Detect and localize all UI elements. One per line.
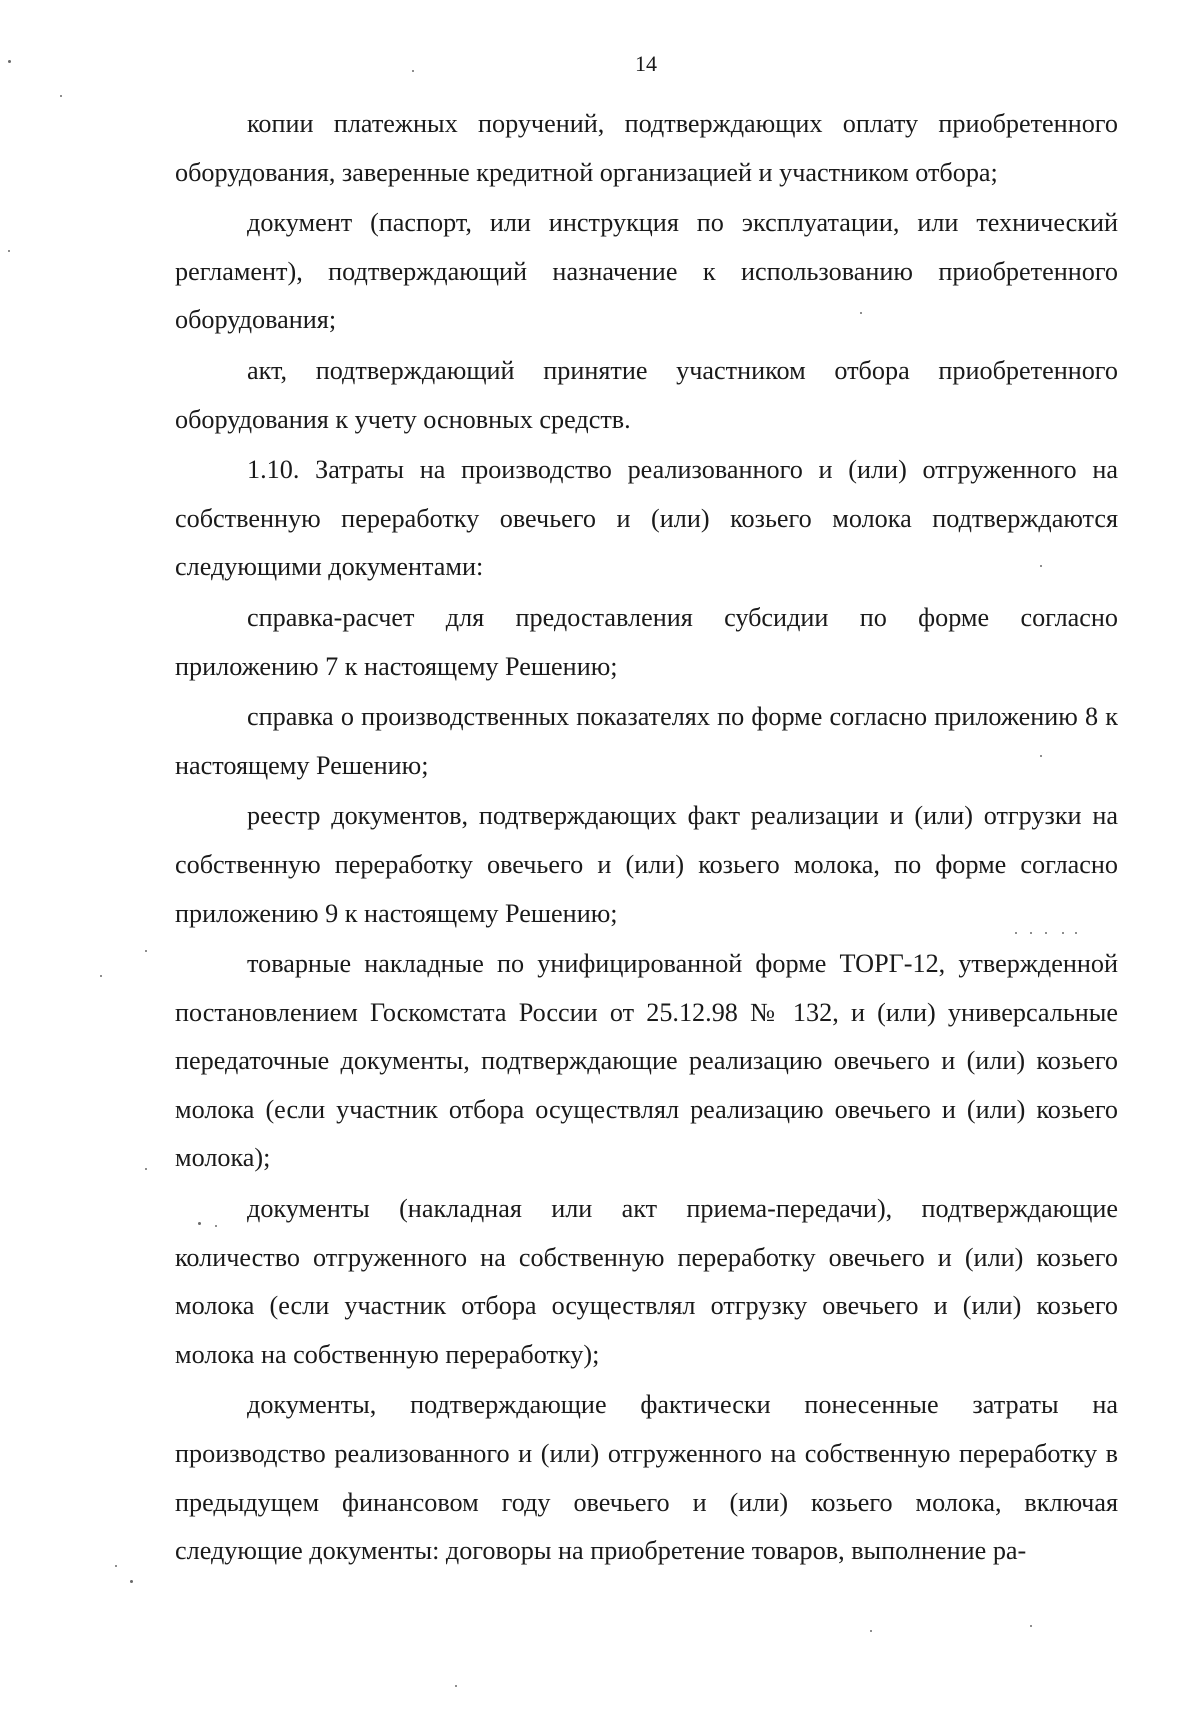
paragraph-acceptance-act: акт, подтверждающий принятие участником отбора приобретенного оборудования к учету основных средств.	[175, 355, 1118, 434]
scan-speck	[145, 950, 147, 952]
scan-speck	[130, 1580, 133, 1583]
page-number: 14	[635, 51, 657, 76]
scan-speck	[455, 1685, 457, 1687]
scan-speck	[1040, 755, 1042, 757]
scan-speck	[60, 95, 62, 97]
document-body	[175, 100, 1118, 1576]
scan-speck	[8, 60, 11, 63]
scan-speck	[100, 975, 102, 977]
paragraph-section-1-10: 1.10. Затраты на производство реализованного и (или) отгруженного на собственную переработку овечьего и (или) козьего молока подтверждаются следующими документами:	[175, 455, 1118, 582]
scan-speck	[412, 70, 414, 72]
scan-speck	[8, 250, 10, 252]
paragraph-payment-orders: копии платежных поручений, подтверждающих оплату приобретенного оборудования, заверенные кредитной организацией и участником отбора;	[175, 109, 1118, 187]
scan-speck	[1030, 932, 1032, 934]
paragraph-actual-costs: документы, подтверждающие фактически понесенные затраты на производство реализованного и (или) отгруженного на собственную переработку в предыдущем финансовом году овечьего и (или) козьего молока, включая следующие документы: договоры на приобретение товаров, выполнение ра-	[175, 1390, 1118, 1566]
scan-speck	[1062, 932, 1064, 934]
scan-speck	[115, 1565, 117, 1567]
paragraph-shipment-documents: документы (накладная или акт приема-передачи), подтверждающие количество отгруженного на собственную переработку овечьего и (или) козьего молока (если участник отбора осуществлял отгрузку овечьего и (или) козьего молока на собственную переработку);	[175, 1194, 1118, 1369]
scan-speck	[1045, 932, 1047, 934]
scan-speck	[860, 312, 862, 314]
scan-speck	[1040, 565, 1042, 567]
scan-speck	[198, 1222, 201, 1225]
scan-speck	[215, 1225, 217, 1227]
paragraph-equipment-document: документ (паспорт, или инструкция по эксплуатации, или технический регламент), подтверждающий назначение к использованию приобретенного оборудования;	[175, 208, 1118, 335]
scan-speck	[870, 1630, 872, 1632]
paragraph-subsidy-calculation: справка-расчет для предоставления субсидии по форме согласно приложению 7 к настоящему Решению;	[175, 602, 1118, 681]
scan-speck	[1015, 932, 1017, 934]
paragraph-torg12-invoices: товарные накладные по унифицированной форме ТОРГ-12, утвержденной постановлением Госкомстата России от 25.12.98 № 132, и (или) универсальные передаточные документы, подтверждающие реализацию овечьего и (или) козьего молока (если участник отбора осуществлял реализацию овечьего и (или) козьего молока);	[175, 949, 1118, 1173]
scan-speck	[145, 1168, 147, 1170]
paragraph-documents-register: реестр документов, подтверждающих факт реализации и (или) отгрузки на собственную переработку овечьего и (или) козьего молока, по форме согласно приложению 9 к настоящему Решению;	[175, 801, 1118, 928]
paragraph-production-indicators: справка о производственных показателях по форме согласно приложению 8 к настоящему Решению;	[175, 702, 1118, 780]
scan-speck	[1030, 1625, 1032, 1627]
scan-speck	[1075, 932, 1077, 934]
